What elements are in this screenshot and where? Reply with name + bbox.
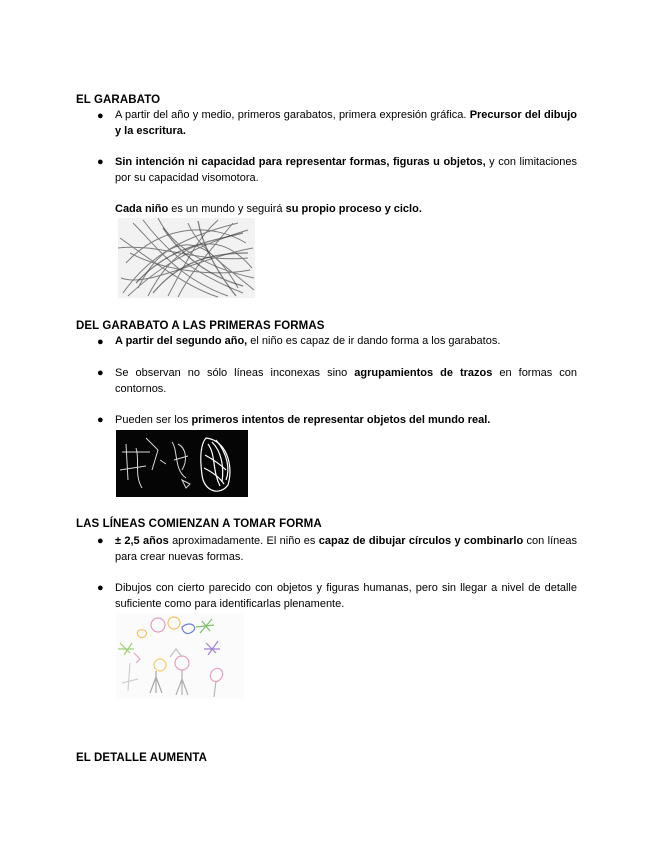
bold-text-run: Sin intención ni capacidad para representar formas, figuras u objetos, — [115, 156, 486, 168]
text-run: aproximadamente. El niño es — [168, 535, 319, 547]
text-run: el niño es capaz de ir dando forma a los garabatos. — [247, 335, 501, 347]
text-run: Dibujos con cierto parecido con objetos y figuras humanas, pero sin llegar a nivel de detalle suficiente como para identificarlas plenamente. — [115, 582, 577, 610]
text-run: es un mundo y seguirá — [168, 203, 286, 215]
paragraph-garabato-2 — [115, 154, 577, 186]
bold-text-run: su propio proceso y ciclo. — [285, 203, 422, 215]
bold-text-run: A partir del segundo año, — [115, 335, 248, 347]
paragraph-garabato-1 — [115, 107, 577, 139]
paragraph-lineas-1 — [115, 533, 577, 565]
bullet-icon: ● — [97, 582, 104, 594]
bold-text-run: ± 2,5 años — [115, 535, 169, 547]
section-heading-primeras-formas: DEL GARABATO A LAS PRIMERAS FORMAS — [76, 320, 325, 332]
bullet-icon: ● — [97, 156, 104, 168]
bold-text-run: capaz de dibujar círculos y combinarlo — [318, 535, 524, 547]
paragraph-garabato-3 — [115, 201, 577, 217]
paragraph-formas-2 — [115, 365, 577, 397]
section-heading-lineas: LAS LÍNEAS COMIENZAN A TOMAR FORMA — [76, 518, 322, 530]
section-heading-detalle: EL DETALLE AUMENTA — [76, 752, 208, 764]
bold-text-run: Cada niño — [115, 203, 169, 215]
bullet-icon: ● — [97, 414, 104, 426]
bold-text-run: Precursor del dibujo y la escritura. — [115, 109, 577, 137]
bullet-icon: ● — [97, 110, 104, 122]
bullet-icon: ● — [97, 367, 104, 379]
text-run: en formas con contornos. — [115, 367, 577, 395]
text-run: Pueden ser los — [115, 414, 192, 426]
bullet-icon: ● — [97, 336, 104, 348]
text-run: con líneas para crear nuevas formas. — [115, 535, 577, 563]
paragraph-formas-3 — [115, 412, 577, 428]
scribble-drawing-image — [118, 218, 255, 298]
text-run: Se observan no sólo líneas inconexas sino — [115, 367, 355, 379]
bold-text-run: agrupamientos de trazos — [354, 367, 493, 379]
text-run: A partir del año y medio, primeros garabatos, primera expresión gráfica. — [115, 109, 470, 121]
first-forms-drawing-image — [116, 430, 248, 497]
circles-figures-drawing-image — [116, 613, 244, 699]
section-heading-garabato: EL GARABATO — [76, 94, 161, 106]
paragraph-lineas-2 — [115, 580, 577, 612]
bold-text-run: primeros intentos de representar objetos del mundo real. — [191, 414, 491, 426]
text-run: y con limitaciones por su capacidad visomotora. — [115, 156, 577, 184]
paragraph-formas-1 — [115, 333, 577, 349]
bullet-icon: ● — [97, 535, 104, 547]
